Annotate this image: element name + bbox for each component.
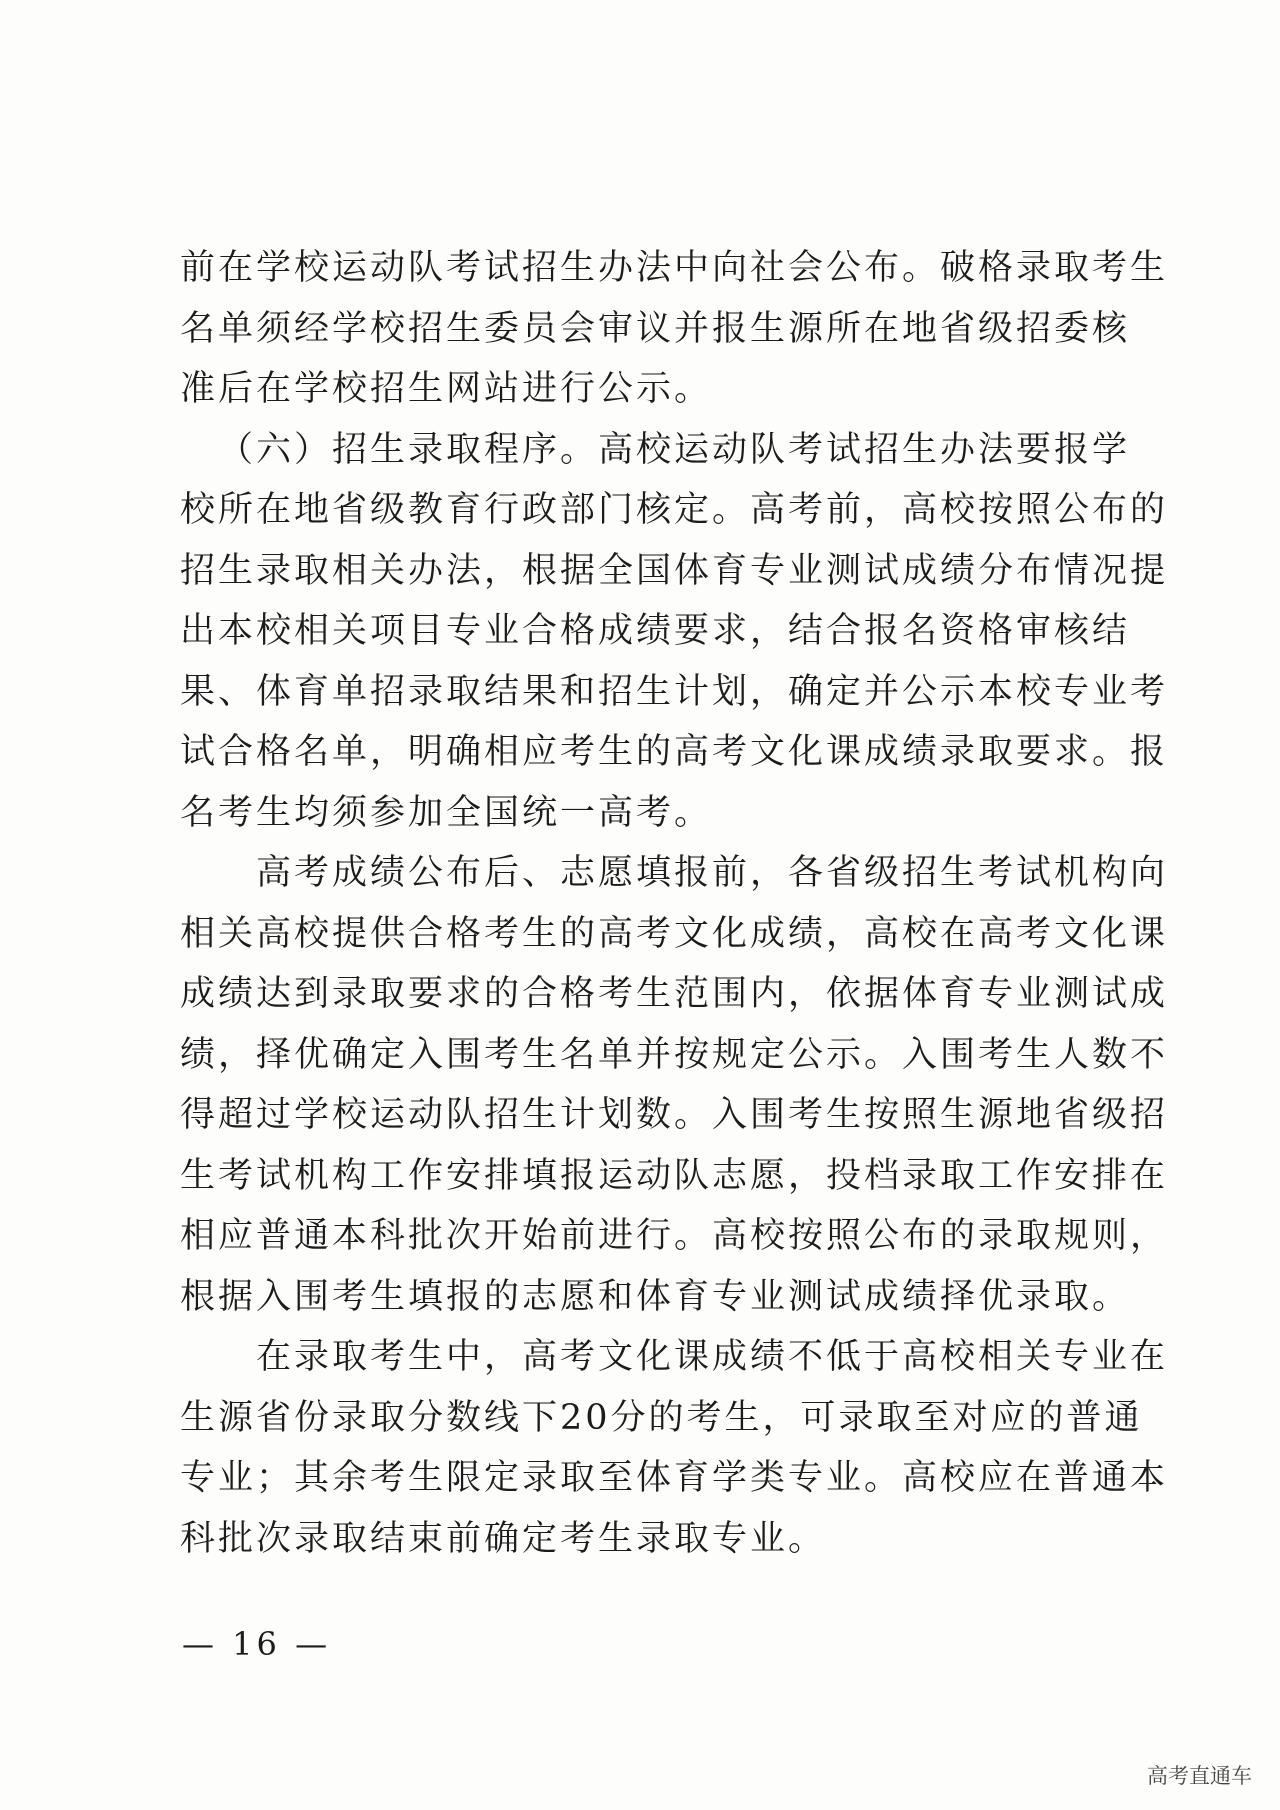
text-line: 成绩达到录取要求的合格考生范围内，依据体育专业测试成 [180, 974, 1169, 1014]
text-line: 名考生均须参加全国统一高考。 [180, 792, 713, 833]
text-line: 准后在学校招生网站进行公示。 [180, 369, 713, 409]
text-line: 出本校相关项目专业合格成绩要求，结合报名资格审核结 [180, 611, 1131, 651]
text-line: 高考成绩公布后、志愿填报前，各省级招生考试机构向 [256, 853, 1169, 893]
text-line: 前在学校运动队考试招生办法中向社会公布。破格录取考生 [180, 248, 1169, 288]
text-line: 名单须经学校招生委员会审议并报生源所在地省级招委核 [180, 308, 1131, 349]
text-line: 招生录取相关办法，根据全国体育专业测试成绩分布情况提 [180, 550, 1169, 591]
paragraph-1 [180, 238, 1169, 420]
page-number: — 16 — [182, 1625, 332, 1663]
text-line: 生源省份录取分数线下20分的考生，可录取至对应的普通 [180, 1397, 1143, 1438]
text-line: 校所在地省级教育行政部门核定。高考前，高校按照公布的 [180, 490, 1169, 530]
document-body [180, 238, 1169, 1569]
text-line: 果、体育单招录取结果和招生计划，确定并公示本校专业考 [180, 671, 1169, 712]
text-line: （六）招生录取程序。高校运动队考试招生办法要报学 [218, 429, 1131, 470]
text-line: 得超过学校运动队招生计划数。入围考生按照生源地省级招 [180, 1095, 1169, 1135]
watermark-label: 高考直通车 [1147, 1764, 1252, 1788]
text-line: 根据入围考生填报的志愿和体育专业测试成绩择优录取。 [180, 1276, 1131, 1317]
text-line: 专业；其余考生限定录取至体育学类专业。高校应在普通本 [180, 1458, 1169, 1498]
paragraph-4 [180, 1327, 1169, 1569]
text-line: 相关高校提供合格考生的高考文化成绩，高校在高考文化课 [180, 913, 1169, 954]
text-line: 相应普通本科批次开始前进行。高校按照公布的录取规则， [180, 1216, 1169, 1256]
text-line: 生考试机构工作安排填报运动队志愿，投档录取工作安排在 [180, 1155, 1169, 1196]
text-line: 试合格名单，明确相应考生的高考文化课成绩录取要求。报 [180, 732, 1169, 772]
paragraph-3 [180, 843, 1169, 1327]
text-line: 在录取考生中，高考文化课成绩不低于高校相关专业在 [256, 1337, 1169, 1377]
text-line: 绩，择优确定入围考生名单并按规定公示。入围考生人数不 [180, 1034, 1169, 1075]
paragraph-2 [180, 420, 1169, 844]
text-line: 科批次录取结束前确定考生录取专业。 [180, 1518, 827, 1559]
